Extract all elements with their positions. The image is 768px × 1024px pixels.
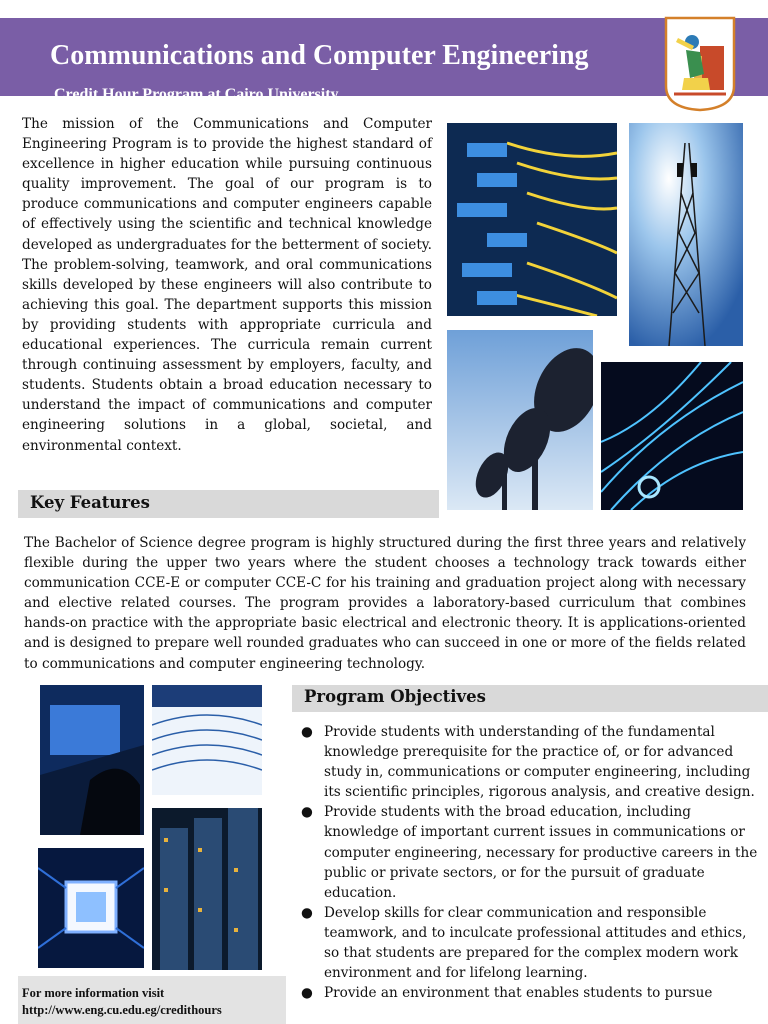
more-info-box [18,976,286,1024]
server-racks-photo [152,808,262,970]
fiber-optics-photo [601,362,743,510]
objective-text: Provide students with the broad education, including knowledge of important current issues in communications or computer engineering, necessary for productive careers in the public or private sectors, or for the pursuit of graduate education. [324,804,758,901]
page-title: Communications and Computer Engineering [50,40,589,71]
page-subtitle: Credit Hour Program at Cairo University [54,86,339,103]
list-item [298,903,760,983]
bullet-icon: ● [301,985,313,1002]
program-objectives-list [298,722,760,1003]
header-banner [0,18,768,103]
more-info-link[interactable]: http://www.eng.cu.edu.eg/credithours [22,1003,222,1017]
list-item [298,983,760,1003]
binary-data-photo [152,685,262,795]
key-features-paragraph: The Bachelor of Science degree program is highly structured during the first three years and relatively flexible during the upper two years where the student chooses a technology track towards either communication CCE-E or computer CCE-C for his training and graduation project along with necessary and elective related courses. The program provides a laboratory-based curriculum that combines hands-on practice with the appropriate basic electrical and electronic theory. It is applications-oriented and is designed to prepare well rounded graduates who can succeed in one or more of the fields related to communications and computer engineering technology. [24,535,746,672]
cell-tower-photo [629,123,743,346]
cairo-university-logo [664,16,736,112]
more-info-label: For more information visit [22,986,165,1000]
objective-text: Provide an environment that enables students to pursue [324,985,713,1002]
list-item [298,722,760,802]
processor-chip-photo [38,848,144,968]
program-objectives-heading: Program Objectives [304,687,486,706]
objective-text: Develop skills for clear communication and responsible teamwork, and to inculcate professional attitudes and ethics, so that students are prepared for the complex modern work environment and for lifelong learning. [324,904,747,982]
bullet-icon: ● [301,904,313,921]
laptop-photo [40,685,144,835]
satellite-dishes-photo [447,330,593,510]
network-cables-photo [447,123,617,316]
key-features-heading: Key Features [30,493,150,512]
bullet-icon: ● [301,804,313,821]
list-item [298,802,760,902]
objective-text: Provide students with understanding of the fundamental knowledge prerequisite for the practice of, or for advanced study in, communications or computer engineering, including its scientific principles, rigorous analysis, and creative design. [324,724,755,801]
bullet-icon: ● [301,724,313,740]
mission-paragraph: The mission of the Communications and Computer Engineering Program is to provide the highest standard of excellence in higher education while pursuing continuous quality improvement. The goal of our program is to produce communications and computer engineers capable of effectively using the scientific and technical knowledge developed as undergraduates for the betterment of society. The problem-solving, teamwork, and oral communications skills developed by these engineers will also contribute to achieving this goal. The department supports this mission by providing students with appropriate curricula and educational experiences. The curricula remain current through continuing assessment by employers, faculty, and students. Students obtain a broad education necessary to understand the impact of communications and computer engineering solutions in a global, societal, and environmental context. [22,116,432,454]
